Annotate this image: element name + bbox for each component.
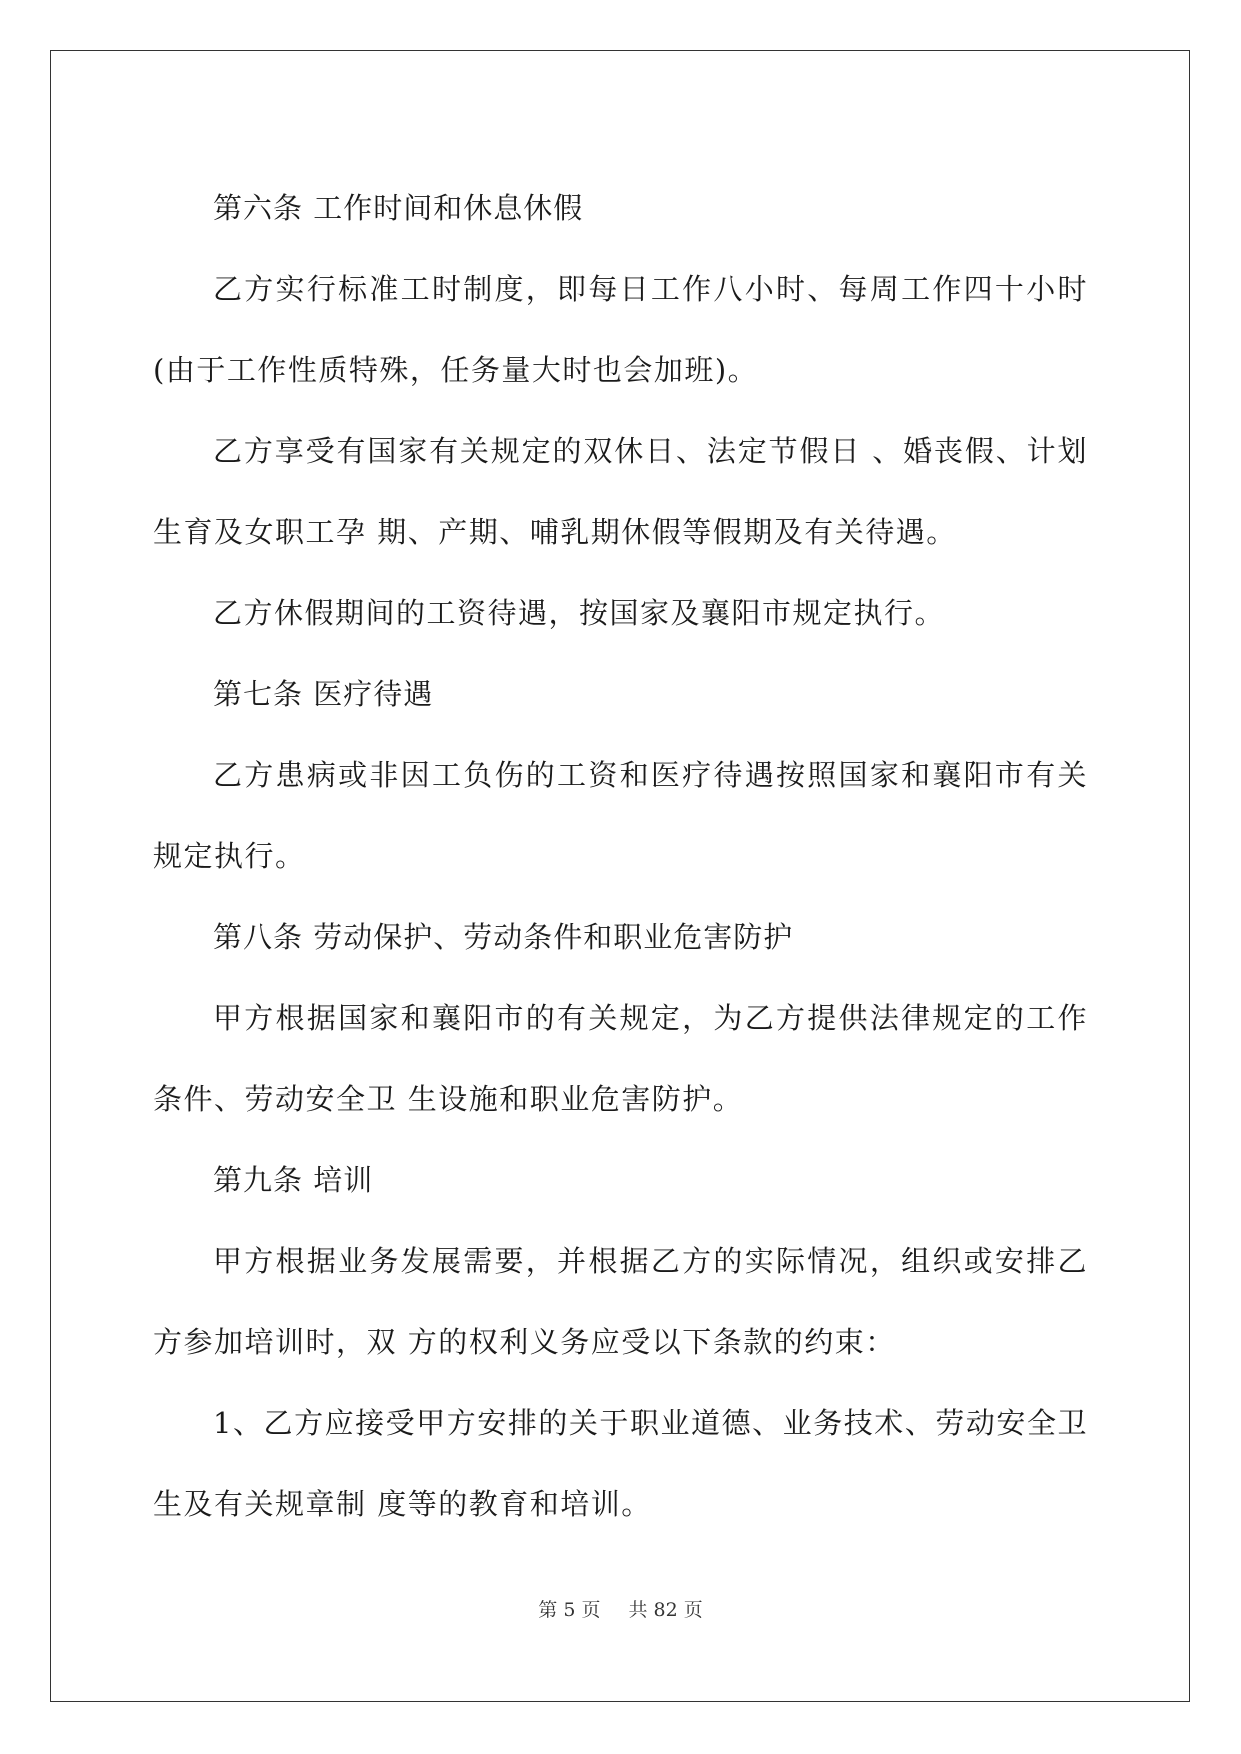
page-total: 共 82 页 [628, 1599, 703, 1621]
paragraph: 乙方实行标准工时制度，即每日工作八小时、每周工作四十小时(由于工作性质特殊，任务量大时也会加班)。 [153, 272, 1088, 387]
page-number: 第 5 页 [538, 1599, 601, 1621]
paragraph: 乙方享受有国家有关规定的双休日、法定节假日 、婚丧假、计划生育及女职工孕 期、产期、哺乳期休假等假期及有关待遇。 [153, 434, 1088, 549]
paragraph: 甲方根据业务发展需要，并根据乙方的实际情况，组织或安排乙方参加培训时，双 方的权利义务应受以下条款的约束： [153, 1244, 1088, 1359]
section-heading-9: 第九条 培训 [213, 1163, 374, 1197]
paragraph: 甲方根据国家和襄阳市的有关规定，为乙方提供法律规定的工作条件、劳动安全卫 生设施和职业危害防护。 [153, 1001, 1088, 1116]
section-heading-8: 第八条 劳动保护、劳动条件和职业危害防护 [213, 920, 794, 954]
paragraph: 1、乙方应接受甲方安排的关于职业道德、业务技术、劳动安全卫生及有关规章制 度等的教育和培训。 [153, 1406, 1088, 1521]
paragraph: 乙方休假期间的工资待遇，按国家及襄阳市规定执行。 [213, 596, 946, 630]
document-body [153, 168, 1088, 1545]
page-footer [0, 1595, 1241, 1622]
paragraph: 乙方患病或非因工负伤的工资和医疗待遇按照国家和襄阳市有关规定执行。 [153, 758, 1088, 873]
section-heading-7: 第七条 医疗待遇 [213, 677, 434, 711]
section-heading-6: 第六条 工作时间和休息休假 [213, 191, 584, 225]
